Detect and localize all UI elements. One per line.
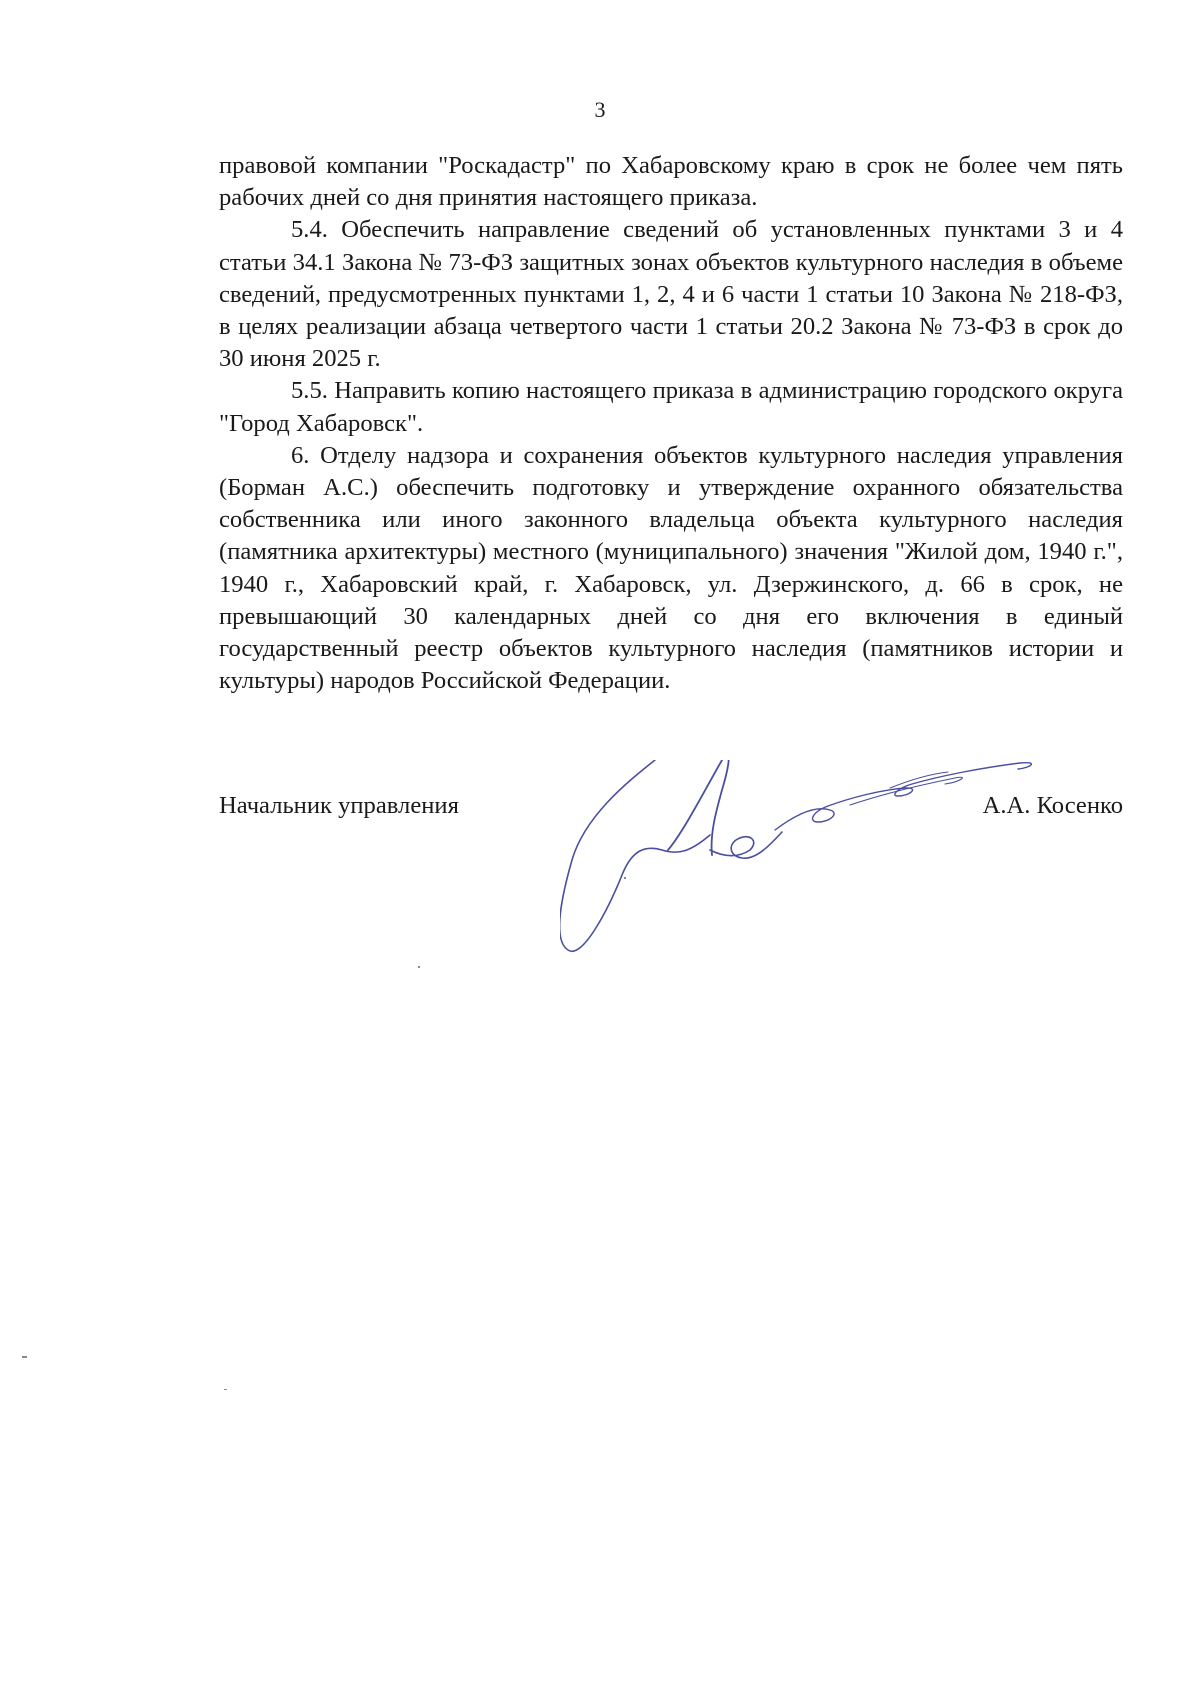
paragraph-5-4: 5.4. Обеспечить направление сведений об установленных пунктами 3 и 4 статьи 34.1 Закона № 73-ФЗ защитных зонах объектов культурного наследия в объеме сведений, предусмотренных пунктами 1, 2, 4 и 6 части 1 статьи 10 Закона № 218-ФЗ, в целях реализации абзаца четвертого части 1 статьи 20.2 Закона № 73-ФЗ в срок до 30 июня 2025 г. xyxy=(219,216,1123,373)
signatory-position: Начальник управления xyxy=(219,792,459,819)
paragraph-continuation: правовой компании "Роскадастр" по Хабаровскому краю в срок не более чем пять рабочих дней со дня принятия настоящего приказа. xyxy=(219,152,1123,212)
paragraph-6: 6. Отделу надзора и сохранения объектов культурного наследия управления (Борман А.С.) обеспечить подготовку и утверждение охранного обязательства собственника или иного законного владельца объекта культурного наследия (памятника архитектуры) местного (муниципального) значения "Жилой дом, 1940 г.", 1940 г., Хабаровский край, г. Хабаровск, ул. Дзержинского, д. 66 в срок, не превышающий 30 календарных дней со дня его включения в единый государственный реестр объектов культурного наследия (памятников истории и культуры) народов Российской Федерации. xyxy=(219,441,1123,695)
scan-speck xyxy=(418,966,420,968)
scan-speck xyxy=(624,877,626,879)
scan-speck xyxy=(224,1389,227,1390)
paragraph-5-5: 5.5. Направить копию настоящего приказа в администрацию городского округа "Город Хабаровск". xyxy=(219,377,1123,437)
page-number: 3 xyxy=(594,97,606,122)
document-body xyxy=(219,150,1123,697)
signatory-name: А.А. Косенко xyxy=(982,792,1123,819)
handwritten-signature-icon xyxy=(560,760,1090,990)
scan-speck xyxy=(22,1356,27,1358)
